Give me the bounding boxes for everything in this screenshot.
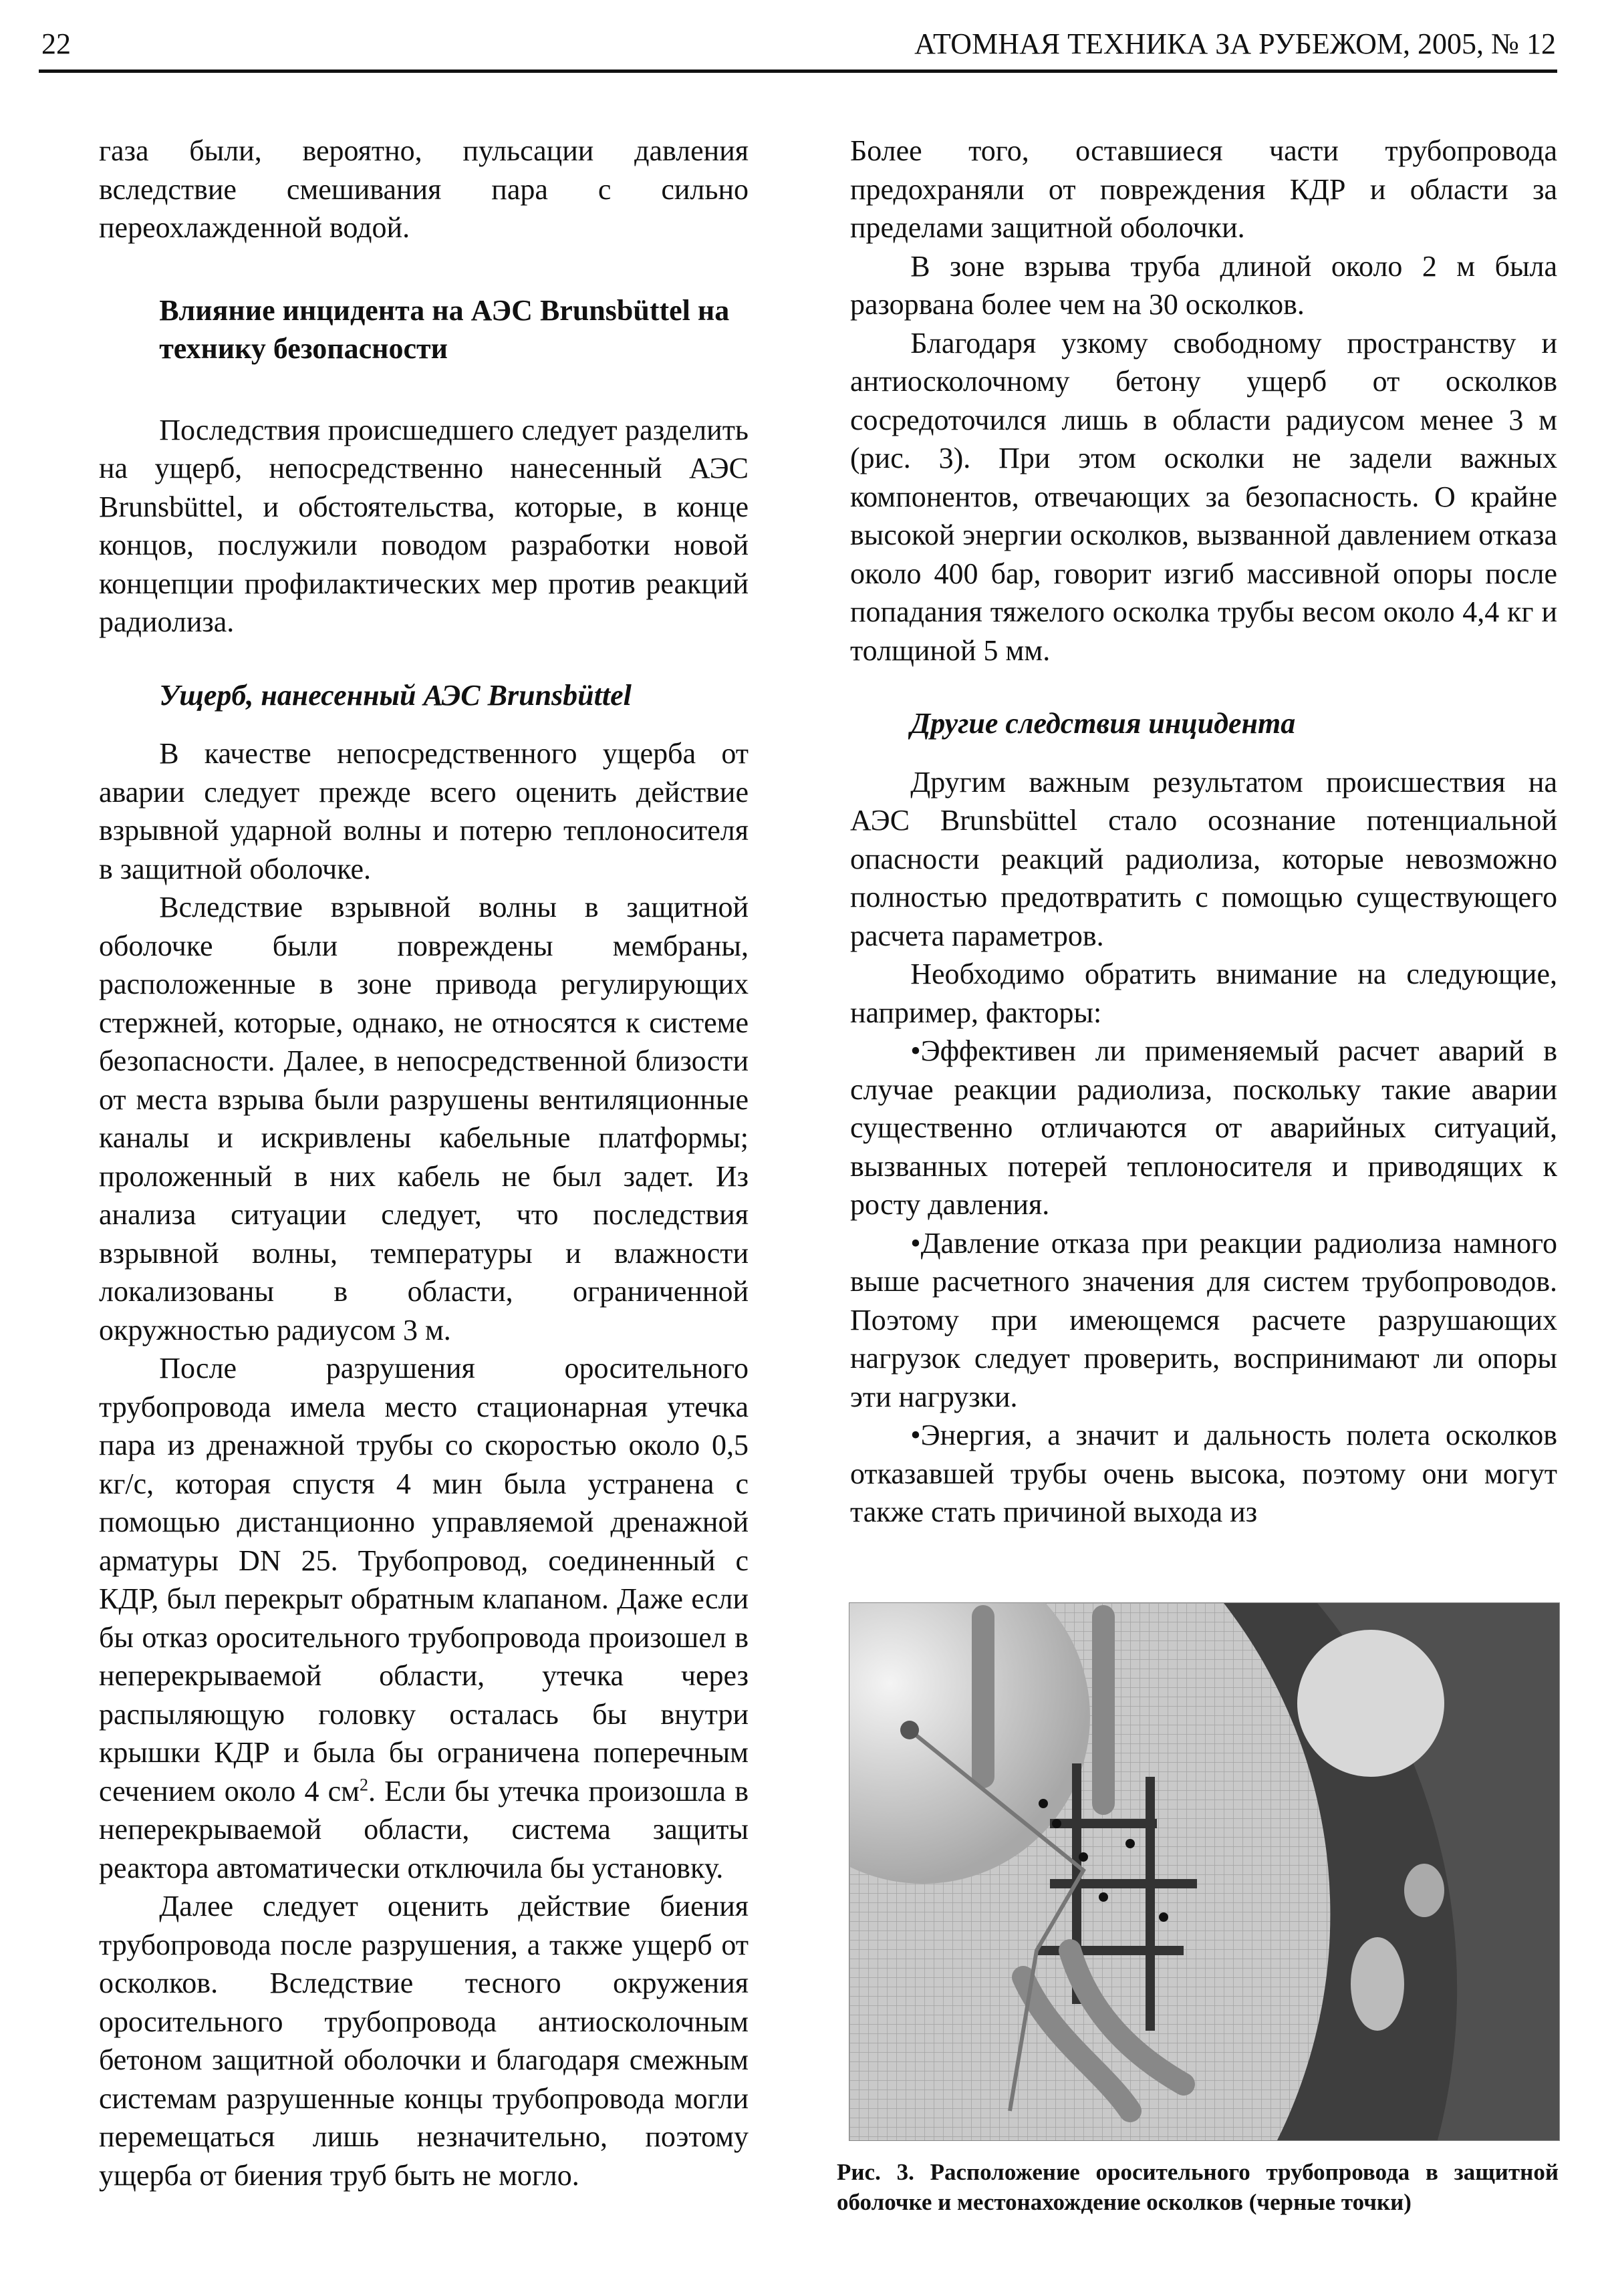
- paragraph: газа были, вероятно, пульсации давления вследствие смешивания пара с сильно переохлажденной водой.: [99, 134, 749, 244]
- paragraph: [99, 1349, 749, 1887]
- paragraph: Вследствие взрывной волны в защитной оболочке были повреждены мембраны, расположенные в зоне привода регулирующих стержней, которые, однако, не относятся к системе безопасности. Далее, в непосредственной близости от места взрыва были разрушены вентиляционные каналы и искривлены кабельные платформы; проложенный в них кабель не был задет. Из анализа ситуации следует, что последствия взрывной волны, температуры и влажности локализованы в области, ограниченной окружностью радиусом 3 м.: [99, 891, 749, 1346]
- superscript: 2: [359, 1774, 368, 1794]
- paragraph: Благодаря узкому свободному пространству и антиосколочному бетону ущерб от осколков сосредоточился лишь в области радиусом менее 3 м (рис. 3). При этом осколки не задели важных компонентов, отвечающих за безопасность. О крайне высокой энергии осколков, вызванной давлением отказа около 400 бар, говорит изгиб массивной опоры после попадания тяжелого осколка трубы весом около 4,4 кг и толщиной 5 мм.: [850, 326, 1557, 667]
- text: После разрушения оросительного трубопровода имела место стационарная утечка пара из дренажной трубы со скоростью около 0,5 кг/с, которая спустя 4 мин была устранена с помощью дистанционно управляемой дренажной арматуры DN 25. Трубопровод, соединенный с КДР, был перекрыт обратным клапаном. Даже если бы отказ оросительного трубопровода произошел в неперекрываемой области, утечка через распыляющую головку осталась бы внутри крышки КДР и была бы ограничена поперечным сечением около 4 см: [99, 1352, 749, 1808]
- section-heading: Влияние инцидента на АЭС Brunsbüttel на технику безопасности: [159, 293, 730, 365]
- running-header: АТОМНАЯ ТЕХНИКА ЗА РУБЕЖОМ, 2005, № 12: [914, 27, 1556, 60]
- paragraph: Более того, оставшиеся части трубопровода предохраняли от повреждения КДР и области за пределами защитной оболочки.: [850, 134, 1557, 244]
- containment-illustration: [849, 1603, 1559, 2140]
- paragraph: В качестве непосредственного ущерба от аварии следует прежде всего оценить действие взрывной ударной волны и потерю теплоносителя в защитной оболочке.: [99, 737, 749, 885]
- left-column: [99, 132, 749, 2194]
- paragraph: Далее следует оценить действие биения трубопровода после разрушения, а также ущерб от осколков. Вследствие тесного окружения оросительного трубопровода антиосколочным бетоном защитной оболочки и благодаря смежным системам разрушенные концы трубопровода могли перемещаться лишь незначительно, поэтому ущерба от биения труб быть не могло.: [99, 1890, 749, 2192]
- bullet-item: • Эффективен ли применяемый расчет аварий в случае реакции радиолиза, поскольку такие аварии существенно отличаются от аварийных ситуаций, вызванных потерей теплоносителя и приводящих к росту давления.: [850, 1032, 1557, 1224]
- page-number: 22: [41, 27, 71, 60]
- figure-caption: Рис. 3. Расположение оросительного трубопровода в защитной оболочке и местонахождение осколков (черные точки): [837, 2159, 1559, 2215]
- paragraph: Необходимо обратить внимание на следующие, например, факторы:: [850, 958, 1557, 1029]
- paragraph: Другим важным результатом происшествия на АЭС Brunsbüttel стало осознание потенциальной опасности реакций радиолиза, которые невозможно полностью предотвратить с помощью существующего расчета параметров.: [850, 765, 1557, 952]
- subsection-heading: Ущерб, нанесенный АЭС Brunsbüttel: [159, 678, 632, 712]
- bullet-item: • Энергия, а значит и дальность полета осколков отказавшей трубы очень высока, поэтому они могут также стать причиной выхода из: [850, 1416, 1557, 1532]
- right-column: [850, 132, 1557, 1532]
- subsection-heading: Другие следствия инцидента: [910, 707, 1296, 740]
- text: . Если бы утечка произошла в неперекрываемой области, система защиты реактора автоматически отключила бы установку.: [99, 1774, 749, 1884]
- paragraph: Последствия происшедшего следует разделить на ущерб, непосредственно нанесенный АЭС Brunsbüttel, и обстоятельства, которые, в конце концов, послужили поводом разработки новой концепции профилактических мер против реакций радиолиза.: [99, 413, 749, 638]
- header-rule: [39, 69, 1557, 73]
- paragraph: В зоне взрыва труба длиной около 2 м была разорвана более чем на 30 осколков.: [850, 249, 1557, 321]
- bullet-item: • Давление отказа при реакции радиолиза намного выше расчетного значения для систем трубопроводов. Поэтому при имеющемся расчете разрушающих нагрузок следует проверить, воспринимают ли опоры эти нагрузки.: [850, 1224, 1557, 1417]
- figure-image: [849, 1602, 1560, 2141]
